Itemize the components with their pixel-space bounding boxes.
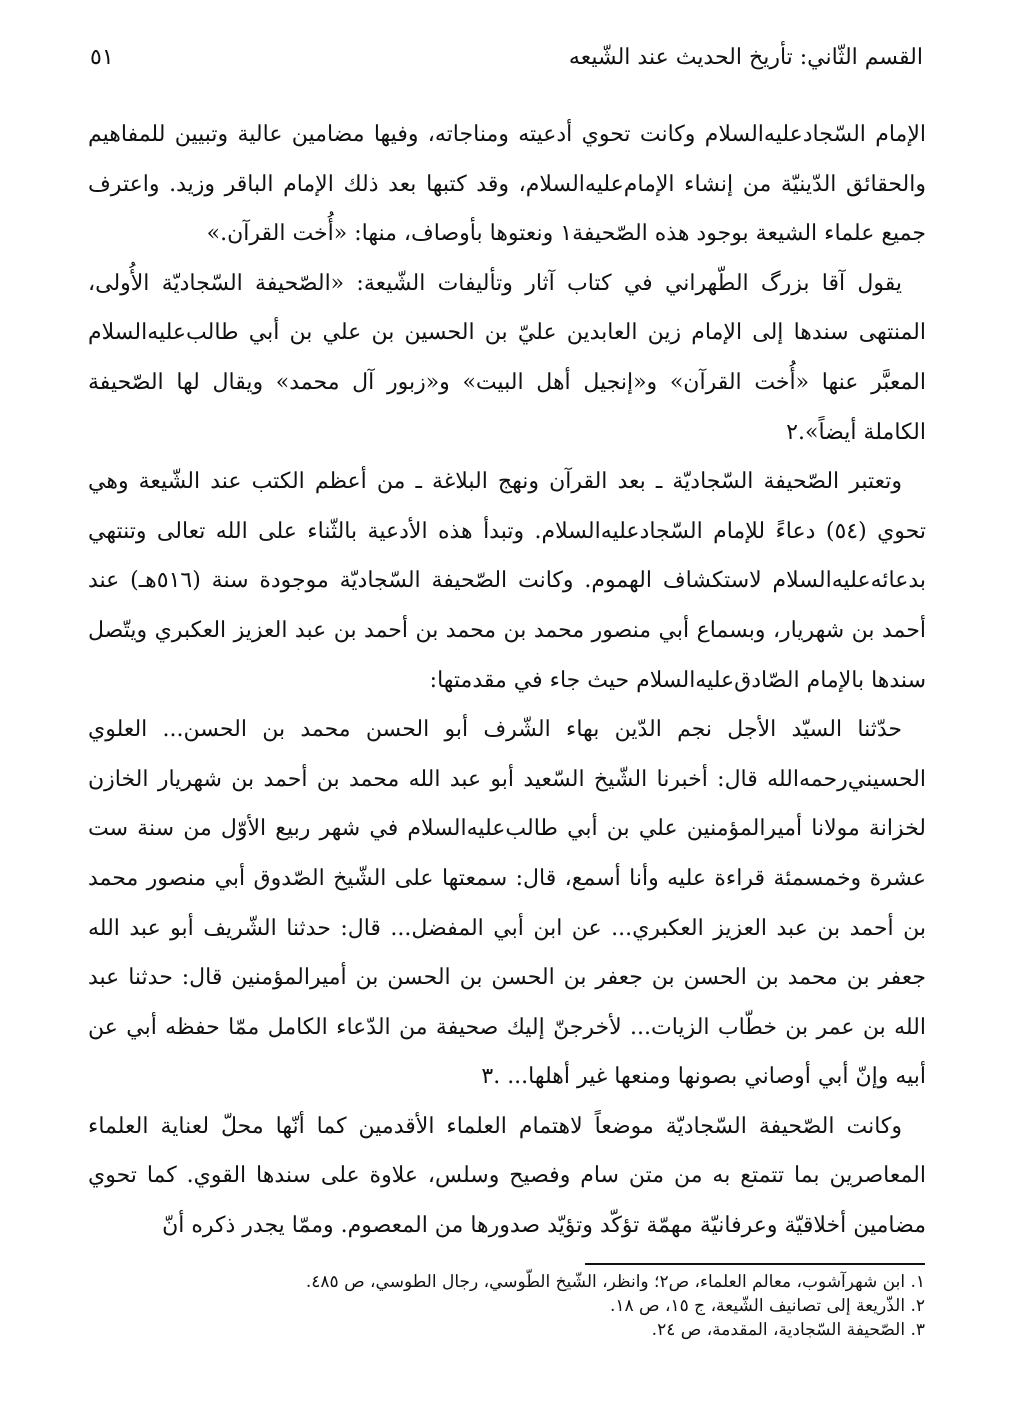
paragraph-1: الإمام السّجاد‌عليه‌السلام وكانت تحوي أدعيته ومناجاته، وفيها مضامين عالية وتبيين للمفاهيم والحقائق الدّينيّة من إنشاء الإمام‌عليه‌السلام، وقد كتبها بعد ذلك الإمام الباقر وزيد. واعترف جميع علماء الشيعة بوجود هذه الصّحيفة١ ونعتوها بأوصاف، منها: «أُخت القرآن.» — [88, 122, 926, 247]
paragraph-3: وتعتبر الصّحيفة السّجاديّة ـ بعد القرآن ونهج البلاغة ـ من أعظم الكتب عند الشّيعة وهي تحوي (٥٤) دعاءً للإمام السّجاد‌عليه‌السلام. وتبدأ هذه الأدعية بالثّناء على الله تعالى وتنتهي بدعائه‌عليه‌السلام لاستكشاف الهموم. وكانت الصّحيفة السّجاديّة موجودة سنة (٥١٦هـ) عند أحمد بن شهريار، وبسماع أبي منصور محمد بن محمد بن أحمد بن عبد العزيز العكبري ويتّصل سندها بالإمام الصّادق‌عليه‌السلام حيث جاء في مقدمتها: — [88, 469, 927, 693]
footnote-separator — [585, 1263, 925, 1265]
running-header — [90, 38, 923, 78]
paragraph-2: يقول آقا بزرگ الطّهراني في كتاب آثار وتأليفات الشّيعة: «الصّحيفة السّجاديّة الأُولى، المنتهى سندها إلى الإمام زين العابدين عليّ بن الحسين بن علي بن أبي طالب‌عليه‌السلام المعبَّر عنها «أُخت القرآن» و«إنجيل أهل البيت» و«زبور آل محمد» ويقال لها الصّحيفة الكاملة أيضاً».٢ — [88, 270, 926, 445]
main-text — [88, 110, 926, 1251]
footnote-2: ٢. الذّريعة إلى تصانيف الشّيعة، ج ١٥، ص ١٨. — [609, 1296, 925, 1316]
footnote-3: ٣. الصّحيفة السّجادية، المقدمة، ص ٢٤. — [651, 1320, 925, 1340]
paragraph-5: وكانت الصّحيفة السّجاديّة موضعاً لاهتمام العلماء الأقدمين كما أنّها محلّ لعناية العلماء المعاصرين بما تتمتع به من متن سام وفصيح وسلس، علاوة على سندها القوي. كما تحوي مضامين أخلاقيّة وعرفانيّة مهمّة تؤكّد وتؤيّد صدورها من المعصوم. وممّا يجدر ذكره أنّ — [88, 1113, 926, 1239]
footnotes — [225, 1270, 925, 1342]
paragraph-4-quote: حدّثنا السيّد الأجل نجم الدّين بهاء الشّرف أبو الحسن محمد بن الحسن... العلوي الحسيني‌رحمه‌الله قال: أخبرنا الشّيخ السّعيد أبو عبد الله محمد بن أحمد بن شهريار الخازن لخزانة مولانا أميرالمؤمنين علي بن أبي طالب‌عليه‌السلام في شهر ربيع الأوّل من سنة ست عشرة وخمسمئة قراءة عليه وأنا أسمع، قال: سمعتها على الشّيخ الصّدوق أبي منصور محمد بن أحمد بن عبد العزيز العكبري... عن ابن أبي المفضل... قال: حدثنا الشّريف أبو عبد الله جعفر بن محمد بن الحسن بن جعفر بن الحسن بن الحسن بن أميرالمؤمنين قال: حدثنا عبد الله بن عمر بن خطّاب الزيات... لأخرجنّ إليك صحيفة من الدّعاء الكامل ممّا حفظه أبي عن أبيه وإنّ أبي أوصاني بصونها ومنعها غير أهلها... .٣ — [88, 717, 926, 1090]
page-number: ٥١ — [90, 45, 114, 70]
chapter-title: القسم الثّاني: تأريخ الحديث عند الشّيعه — [568, 45, 923, 70]
footnote-1: ١. ابن شهرآشوب، معالم العلماء، ص٢؛ وانظر، الشّيخ الطّوسي، رجال الطوسي، ص ٤٨٥. — [305, 1272, 925, 1292]
